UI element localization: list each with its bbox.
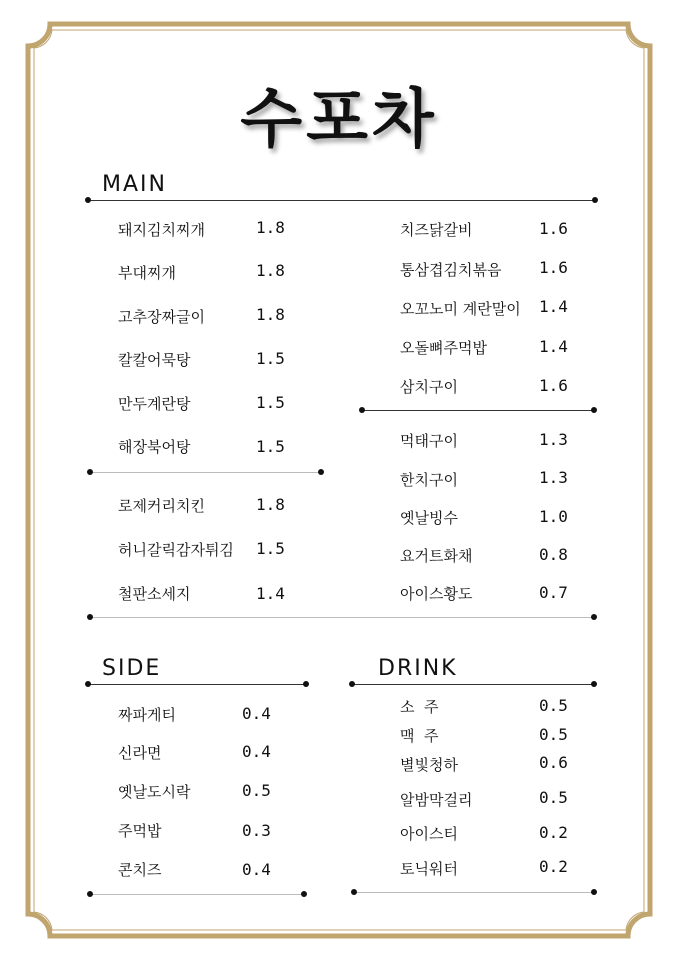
item-price: 1.4 (539, 297, 568, 316)
item-price: 0.5 (539, 788, 568, 807)
item-price: 0.5 (539, 725, 568, 744)
list-item: 만두계란탕 (118, 395, 191, 413)
item-price: 1.8 (256, 261, 285, 280)
side-heading: SIDE (102, 656, 162, 681)
main-heading-rule (88, 200, 595, 201)
item-price: 1.5 (256, 539, 285, 558)
list-item: 맥 주 (400, 727, 439, 745)
list-item: 치즈닭갈비 (400, 221, 473, 239)
list-item: 요거트화채 (400, 547, 473, 565)
list-item: 한치구이 (400, 471, 458, 489)
drink-heading-rule (352, 684, 594, 685)
list-item: 신라면 (118, 744, 162, 762)
list-item: 콘치즈 (118, 861, 162, 879)
main-right-divider (362, 410, 594, 411)
item-price: 1.4 (539, 337, 568, 356)
item-price: 0.6 (539, 753, 568, 772)
list-item: 아이스티 (400, 825, 458, 843)
list-item: 옛날도시락 (118, 783, 191, 801)
list-item: 부대찌개 (118, 264, 176, 282)
item-price: 0.2 (539, 823, 568, 842)
item-price: 1.8 (256, 305, 285, 324)
main-left-divider (90, 472, 321, 473)
drink-bottom-rule (354, 892, 594, 893)
item-price: 0.4 (242, 742, 271, 761)
item-price: 1.5 (256, 349, 285, 368)
list-item: 허니갈릭감자튀김 (118, 541, 234, 559)
list-item: 주먹밥 (118, 822, 162, 840)
main-heading: MAIN (102, 172, 167, 197)
item-price: 1.0 (539, 507, 568, 526)
item-price: 1.5 (256, 393, 285, 412)
item-price: 0.2 (539, 857, 568, 876)
list-item: 토닉워터 (400, 860, 458, 878)
list-item: 짜파게티 (118, 706, 176, 724)
item-price: 1.3 (539, 430, 568, 449)
item-price: 0.4 (242, 704, 271, 723)
drink-heading: DRINK (378, 656, 458, 681)
item-price: 1.8 (256, 495, 285, 514)
list-item: 로제커리치킨 (118, 497, 205, 515)
list-item: 삼치구이 (400, 378, 458, 396)
item-price: 1.3 (539, 468, 568, 487)
side-heading-rule (88, 684, 306, 685)
list-item: 고추장짜글이 (118, 308, 205, 326)
item-price: 0.4 (242, 860, 271, 879)
list-item: 해장북어탕 (118, 438, 191, 456)
main-bottom-rule (90, 617, 594, 618)
list-item: 별빛청하 (400, 756, 458, 774)
list-item: 돼지김치찌개 (118, 221, 205, 239)
list-item: 오돌뼈주먹밥 (400, 339, 487, 357)
side-bottom-rule (90, 894, 304, 895)
list-item: 오꼬노미 계란말이 (400, 300, 521, 318)
list-item: 칼칼어묵탕 (118, 351, 191, 369)
item-price: 1.6 (539, 376, 568, 395)
list-item: 아이스황도 (400, 585, 473, 603)
item-price: 0.5 (539, 696, 568, 715)
list-item: 소 주 (400, 698, 439, 716)
item-price: 1.4 (256, 584, 285, 603)
list-item: 철판소세지 (118, 585, 191, 603)
item-price: 0.5 (242, 781, 271, 800)
list-item: 통삼겹김치볶음 (400, 261, 502, 279)
item-price: 1.8 (256, 218, 285, 237)
item-price: 0.8 (539, 545, 568, 564)
list-item: 먹태구이 (400, 432, 458, 450)
item-price: 0.3 (242, 821, 271, 840)
item-price: 1.6 (539, 258, 568, 277)
item-price: 1.6 (539, 219, 568, 238)
item-price: 0.7 (539, 583, 568, 602)
list-item: 옛날빙수 (400, 509, 458, 527)
item-price: 1.5 (256, 437, 285, 456)
menu-title: 수포차 (240, 83, 438, 157)
list-item: 알밤막걸리 (400, 791, 473, 809)
